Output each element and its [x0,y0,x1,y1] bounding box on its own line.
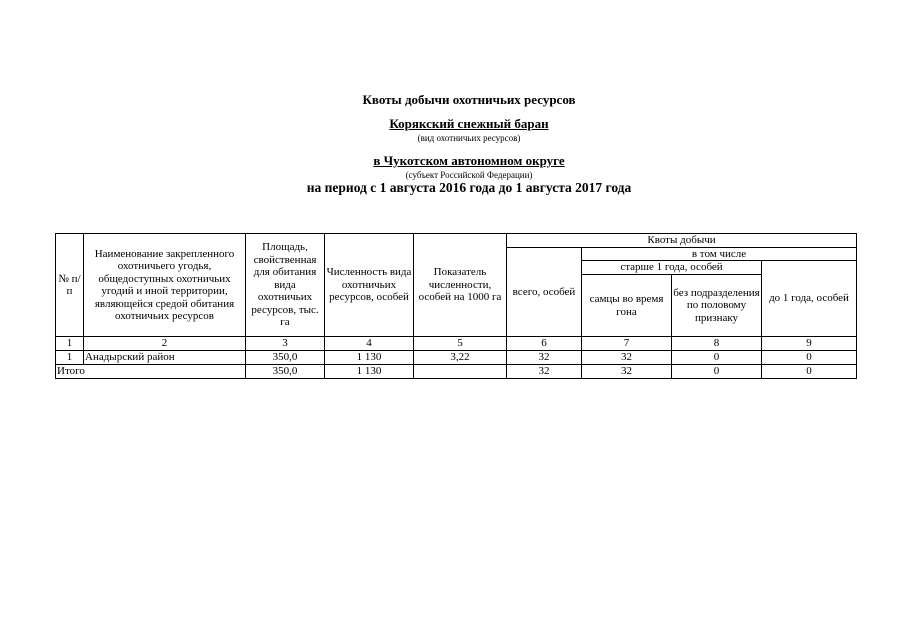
header-density: Показатель численности, особей на 1000 га [414,234,507,337]
column-number: 3 [246,337,325,351]
row-name: Анадырский район [84,351,246,365]
total-label: Итого [56,365,246,379]
species-name: Корякский снежный баран [389,116,549,131]
row-area: 350,0 [246,351,325,365]
row-males: 32 [582,351,672,365]
header-quotas: Квоты добычи [507,234,857,248]
header-males: самцы во время гона [582,275,672,337]
column-number-row [56,337,857,351]
column-number: 9 [762,337,857,351]
table-row [56,351,857,365]
column-number: 8 [672,337,762,351]
document-title: Квоты добычи охотничьих ресурсов [362,92,576,107]
header-area: Площадь, свойственная для обитания вида охотничьих ресурсов, тыс. га [246,234,325,337]
region-caption: (субъект Российской Федерации) [405,170,533,180]
period-line: на период с 1 августа 2016 года до 1 августа 2017 года [306,180,632,195]
column-number: 6 [507,337,582,351]
total-area: 350,0 [246,365,325,379]
header-total: всего, особей [507,247,582,337]
total-no-sex: 0 [672,365,762,379]
total-young: 0 [762,365,857,379]
header-population: Численность вида охотничьих ресурсов, особей [325,234,414,337]
header-older: старше 1 года, особей [582,261,762,275]
row-population: 1 130 [325,351,414,365]
header-no-sex: без подразделения по половому признаку [672,275,762,337]
row-no-sex: 0 [672,351,762,365]
quota-table [55,233,857,379]
row-young: 0 [762,351,857,365]
row-total: 32 [507,351,582,365]
column-number: 5 [414,337,507,351]
column-number: 1 [56,337,84,351]
row-num: 1 [56,351,84,365]
species-caption: (вид охотничьих ресурсов) [417,133,521,143]
header-name: Наименование закрепленного охотничьего угодья, общедоступных охотничьих угодий и иной территории, являющейся средой обитания охотничьих ресурсов [84,234,246,337]
row-density: 3,22 [414,351,507,365]
column-number: 7 [582,337,672,351]
header-row-1 [56,234,857,248]
total-total: 32 [507,365,582,379]
column-number: 2 [84,337,246,351]
column-number: 4 [325,337,414,351]
header-num: № п/п [56,234,84,337]
header-including: в том числе [582,247,857,261]
total-population: 1 130 [325,365,414,379]
total-density [414,365,507,379]
total-males: 32 [582,365,672,379]
region-name: в Чукотском автономном округе [373,153,565,168]
header-young: до 1 года, особей [762,261,857,337]
total-row [56,365,857,379]
